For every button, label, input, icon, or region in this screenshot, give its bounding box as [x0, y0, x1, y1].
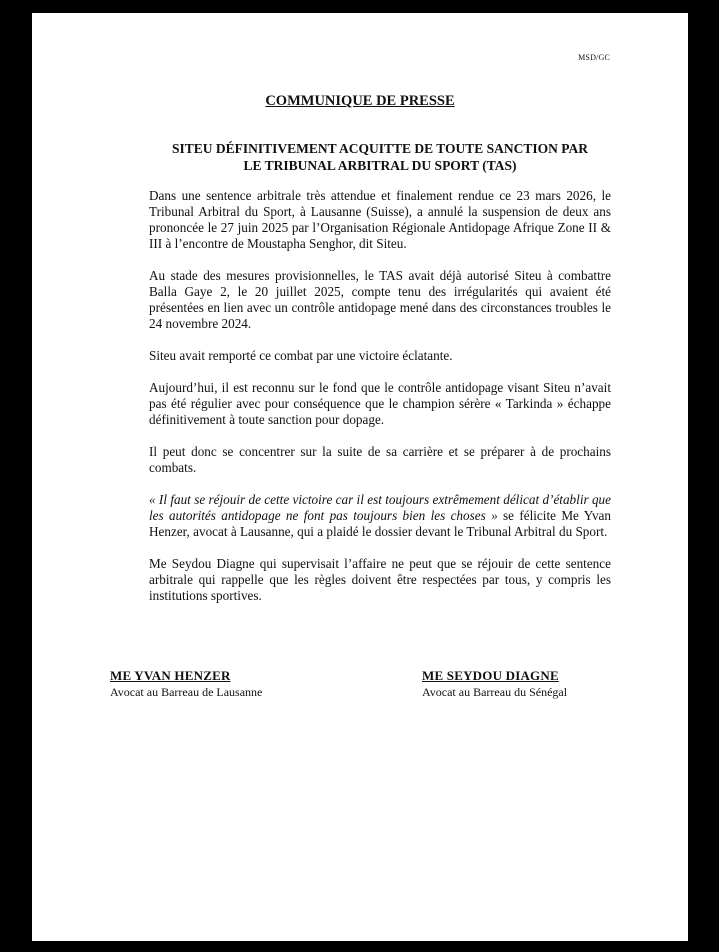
signature-name: ME YVAN HENZER	[110, 668, 231, 683]
document-page	[32, 13, 688, 941]
quote-text: « Il faut se réjouir de cette victoire car il est toujours extrêmement délicat d’établir que les autorités antidopage ne font pas toujours bien les choses »	[149, 492, 611, 523]
paragraph-5: Il peut donc se concentrer sur la suite de sa carrière et se préparer à de prochains combats.	[149, 444, 611, 475]
signature-role: Avocat au Barreau du Sénégal	[422, 685, 568, 699]
document-subtitle	[132, 140, 628, 174]
document-body	[149, 188, 611, 620]
paragraph-3: Siteu avait remporté ce combat par une victoire éclatante.	[149, 348, 453, 363]
signature-name: ME SEYDOU DIAGNE	[422, 668, 559, 683]
document-reference: MSD/GC	[578, 53, 610, 62]
paragraph-2: Au stade des mesures provisionnelles, le TAS avait déjà autorisé Siteu à combattre Balla Gaye 2, le 20 juillet 2025, compte tenu des irrégularités qui avaient été présentées en lien avec un contrôle antidopage mené dans des circonstances troubles le 24 novembre 2024.	[149, 268, 611, 331]
subtitle-line-1: SITEU DÉFINITIVEMENT ACQUITTE DE TOUTE SANCTION PAR	[171, 141, 589, 156]
paragraph-4: Aujourd’hui, il est reconnu sur le fond que le contrôle antidopage visant Siteu n’avait pas été régulier avec pour conséquence que le champion sérère « Tarkinda » échappe définitivement à toute sanction pour dopage.	[149, 380, 611, 427]
signature-henzer	[110, 668, 262, 700]
document-title: COMMUNIQUE DE PRESSE	[265, 93, 455, 109]
signature-role: Avocat au Barreau de Lausanne	[110, 685, 263, 699]
quote-followup: se félicite Me Yvan Henzer, avocat à Lausanne, qui a plaidé le dossier devant le Tribunal Arbitral du Sport.	[149, 508, 611, 539]
subtitle-line-2: LE TRIBUNAL ARBITRAL DU SPORT (TAS)	[243, 158, 517, 173]
closing-paragraph: Me Seydou Diagne qui supervisait l’affaire ne peut que se réjouir de cette sentence arbitrale qui rappelle que les règles doivent être respectées par tous, y compris les institutions sportives.	[149, 556, 611, 603]
quote-paragraph	[149, 492, 611, 540]
paragraph-1: Dans une sentence arbitrale très attendue et finalement rendue ce 23 mars 2026, le Tribunal Arbitral du Sport, à Lausanne (Suisse), a annulé la suspension de deux ans prononcée le 27 juin 2025 par l’Organisation Régionale Antidopage Afrique Zone II & III à l’encontre de Moustapha Senghor, dit Siteu.	[149, 188, 611, 251]
signature-diagne	[422, 668, 567, 700]
